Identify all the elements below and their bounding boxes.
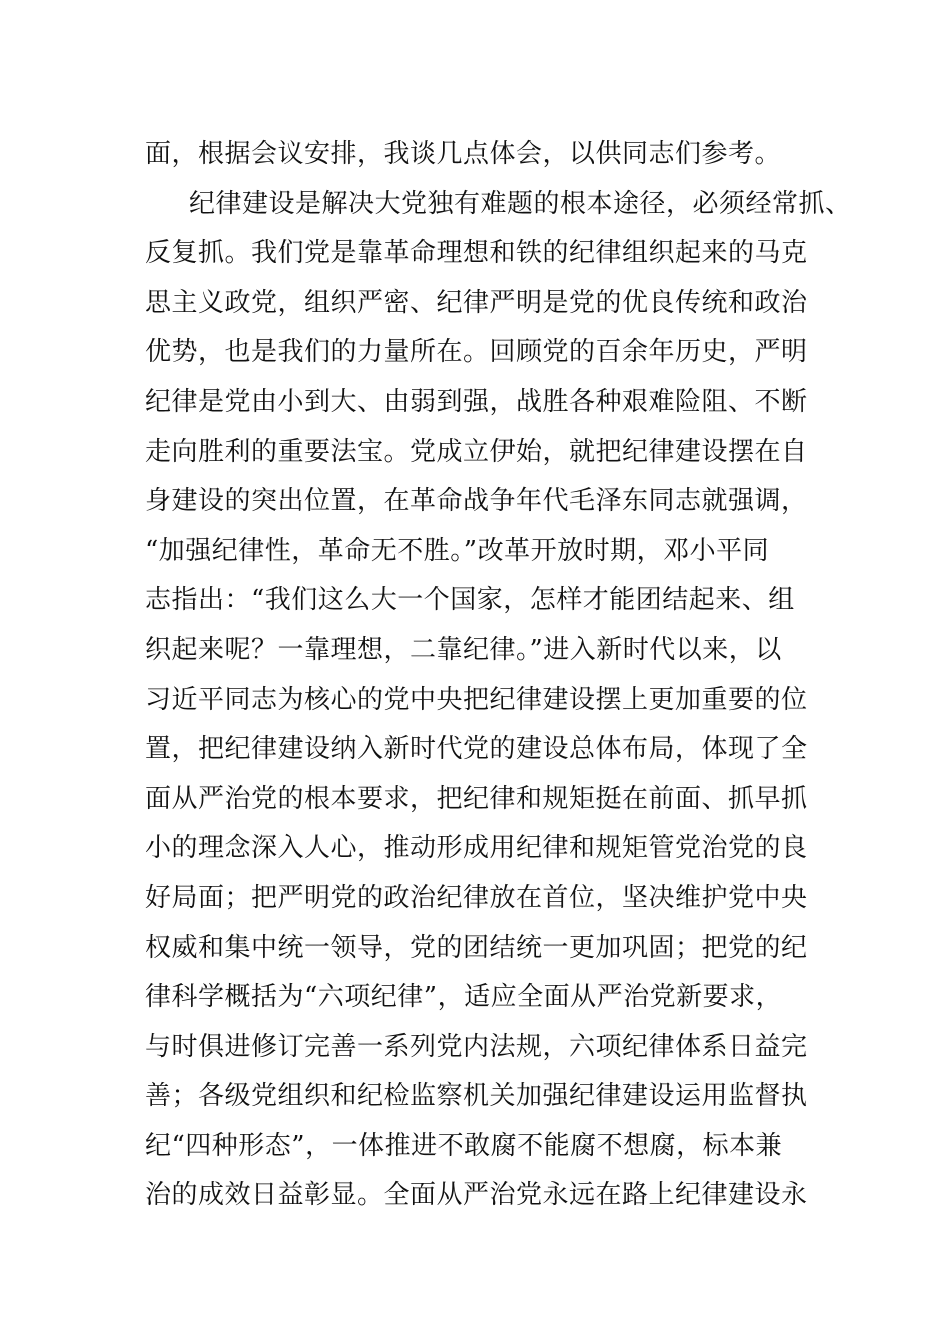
text-line: 反复抓。我们党是靠革命理想和铁的纪律组织起来的马克	[145, 238, 808, 269]
text-line: 治的成效日益彰显。全面从严治党永远在路上纪律建设永	[145, 1180, 808, 1211]
body-text	[145, 130, 852, 1221]
text-line: 走向胜利的重要法宝。党成立伊始，就把纪律建设摆在自	[145, 436, 808, 467]
paragraph-first-line: 纪律建设是解决大党独有难题的根本途径，必须经常抓、	[189, 188, 852, 219]
text-line: 善；各级党组织和纪检监察机关加强纪律建设运用监督执	[145, 1081, 808, 1112]
text-line: 面，根据会议安排，我谈几点体会，以供同志们参考。	[145, 139, 782, 169]
text-line: “加强纪律性，革命无不胜。”改革开放时期，邓小平同	[145, 535, 770, 566]
text-line: 习近平同志为核心的党中央把纪律建设摆上更加重要的位	[145, 684, 808, 715]
text-line: 置，把纪律建设纳入新时代党的建设总体布局，体现了全	[145, 734, 808, 765]
text-line: 律科学概括为“六项纪律”，适应全面从严治党新要求，	[145, 982, 783, 1013]
text-line: 好局面；把严明党的政治纪律放在首位，坚决维护党中央	[145, 882, 808, 913]
text-line: 思主义政党，组织严密、纪律严明是党的优良传统和政治	[145, 287, 808, 318]
text-line: 小的理念深入人心，推动形成用纪律和规矩管党治党的良	[145, 833, 808, 864]
text-line: 面从严治党的根本要求，把纪律和规矩挺在前面、抓早抓	[145, 783, 808, 814]
text-line: 志指出：“我们这么大一个国家，怎样才能团结起来、组	[145, 585, 795, 616]
text-line: 纪“四种形态”，一体推进不敢腐不能腐不想腐，标本兼	[145, 1130, 783, 1161]
text-line: 织起来呢？一靠理想，二靠纪律。”进入新时代以来，以	[145, 634, 782, 665]
text-line: 权威和集中统一领导，党的团结统一更加巩固；把党的纪	[145, 932, 808, 963]
text-line: 纪律是党由小到大、由弱到强，战胜各种艰难险阻、不断	[145, 386, 808, 417]
text-line: 优势，也是我们的力量所在。回顾党的百余年历史，严明	[145, 337, 808, 368]
text-line: 身建设的突出位置，在革命战争年代毛泽东同志就强调，	[145, 486, 808, 517]
text-line: 与时俱进修订完善一系列党内法规，六项纪律体系日益完	[145, 1031, 808, 1062]
